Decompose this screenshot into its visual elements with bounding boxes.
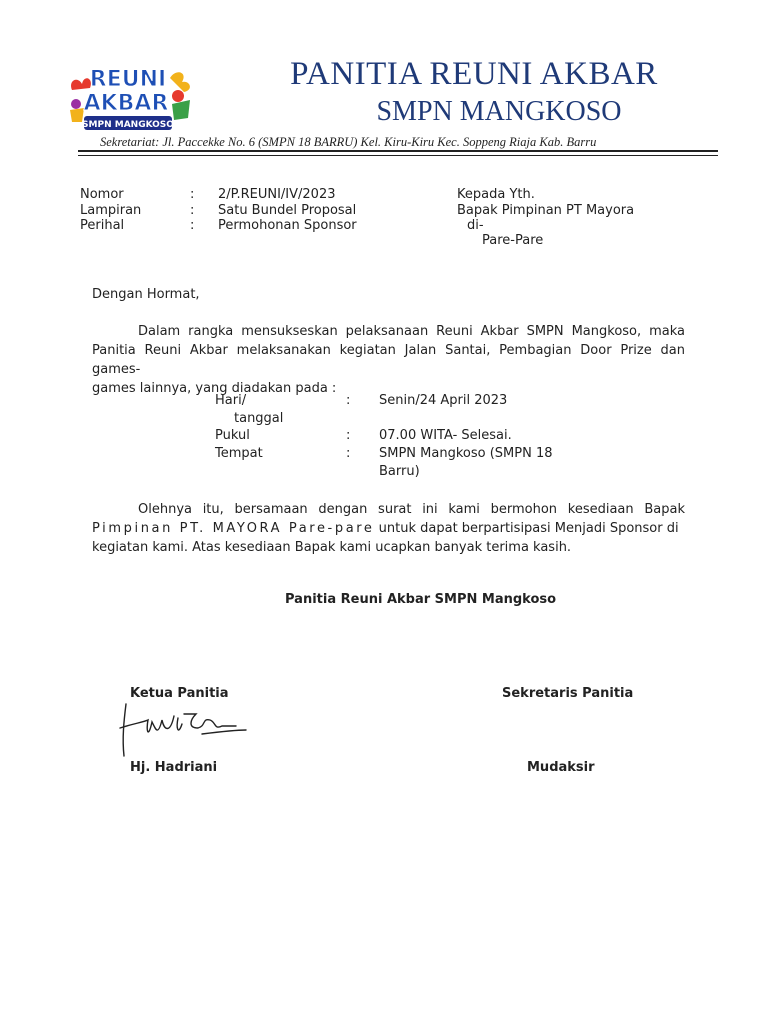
schedule-value-day: Senin/24 April 2023: [379, 393, 508, 408]
meta-sep: :: [190, 187, 195, 202]
svg-text:SMPN MANGKOSO: SMPN MANGKOSO: [82, 120, 174, 130]
recipient-line: Pare-Pare: [482, 233, 544, 248]
paragraph-line: [92, 519, 685, 538]
schedule-value-place: SMPN Mangkoso (SMPN 18: [379, 446, 553, 461]
recipient-line: Bapak Pimpinan PT Mayora: [457, 203, 635, 218]
meta-label-perihal: Perihal: [80, 218, 125, 233]
recipient-line: di-: [467, 218, 484, 233]
header-rule-thick: [78, 150, 718, 152]
paragraph-line: Olehnya itu, bersamaan dengan surat ini kami bermohon kesediaan Bapak: [138, 502, 685, 517]
meta-value-lampiran: Satu Bundel Proposal: [218, 203, 357, 218]
svg-text:AKBAR: AKBAR: [83, 91, 169, 116]
schedule-value-time: 07.00 WITA- Selesai.: [379, 428, 512, 443]
schedule-sep: :: [346, 428, 351, 443]
greeting: Dengan Hormat,: [92, 287, 200, 302]
paragraph-line: Dalam rangka mensukseskan pelaksanaan Reuni Akbar SMPN Mangkoso, maka: [138, 324, 685, 339]
meta-sep: :: [190, 203, 195, 218]
schedule-label-time: Pukul: [215, 428, 250, 443]
organization-title: PANITIA REUNI AKBAR: [290, 56, 658, 92]
handwritten-signature: [118, 700, 254, 758]
meta-value-perihal: Permohonan Sponsor: [218, 218, 357, 233]
right-signer-name: Mudaksir: [527, 760, 595, 775]
right-signer-role: Sekretaris Panitia: [502, 686, 634, 701]
meta-label-lampiran: Lampiran: [80, 203, 142, 218]
paragraph-line-rest: untuk dapat berpartisipasi Menjadi Sponsor di: [378, 521, 679, 536]
left-signer-name: Hj. Hadriani: [130, 760, 218, 775]
left-signer-role: Ketua Panitia: [130, 686, 229, 701]
meta-value-nomor: 2/P.REUNI/IV/2023: [218, 187, 336, 202]
svg-text:REUNI: REUNI: [89, 67, 167, 92]
reuni-akbar-logo: [66, 60, 196, 136]
committee-name: Panitia Reuni Akbar SMPN Mangkoso: [285, 592, 557, 607]
schedule-sep: :: [346, 446, 351, 461]
recipient-line: Kepada Yth.: [457, 187, 535, 202]
secretariat-address: Sekretariat: Jl. Paccekke No. 6 (SMPN 18 BARRU) Kel. Kiru-Kiru Kec. Soppeng Riaja Kab. Barru: [100, 135, 597, 149]
schedule-label-place: Tempat: [215, 446, 263, 461]
schedule-label-day-cont: tanggal: [234, 411, 284, 426]
paragraph-1: [92, 322, 685, 398]
paragraph-line: games lainnya, yang diadakan pada :: [92, 381, 337, 396]
schedule-label-day: Hari/: [215, 393, 247, 408]
paragraph-2: [92, 500, 685, 557]
spaced-company-text: Pimpinan PT. MAYORA Pare-pare: [92, 521, 375, 536]
organization-subtitle: SMPN MANGKOSO: [376, 96, 622, 127]
schedule-sep: :: [346, 393, 351, 408]
meta-sep: :: [190, 218, 195, 233]
paragraph-line: kegiatan kami. Atas kesediaan Bapak kami ucapkan banyak terima kasih.: [92, 540, 572, 555]
header-rule-thin: [78, 155, 718, 156]
paragraph-line: Panitia Reuni Akbar melaksanakan kegiatan Jalan Santai, Pembagian Door Prize dan games-: [92, 343, 685, 377]
schedule-value-place-cont: Barru): [379, 464, 420, 479]
meta-label-nomor: Nomor: [80, 187, 124, 202]
